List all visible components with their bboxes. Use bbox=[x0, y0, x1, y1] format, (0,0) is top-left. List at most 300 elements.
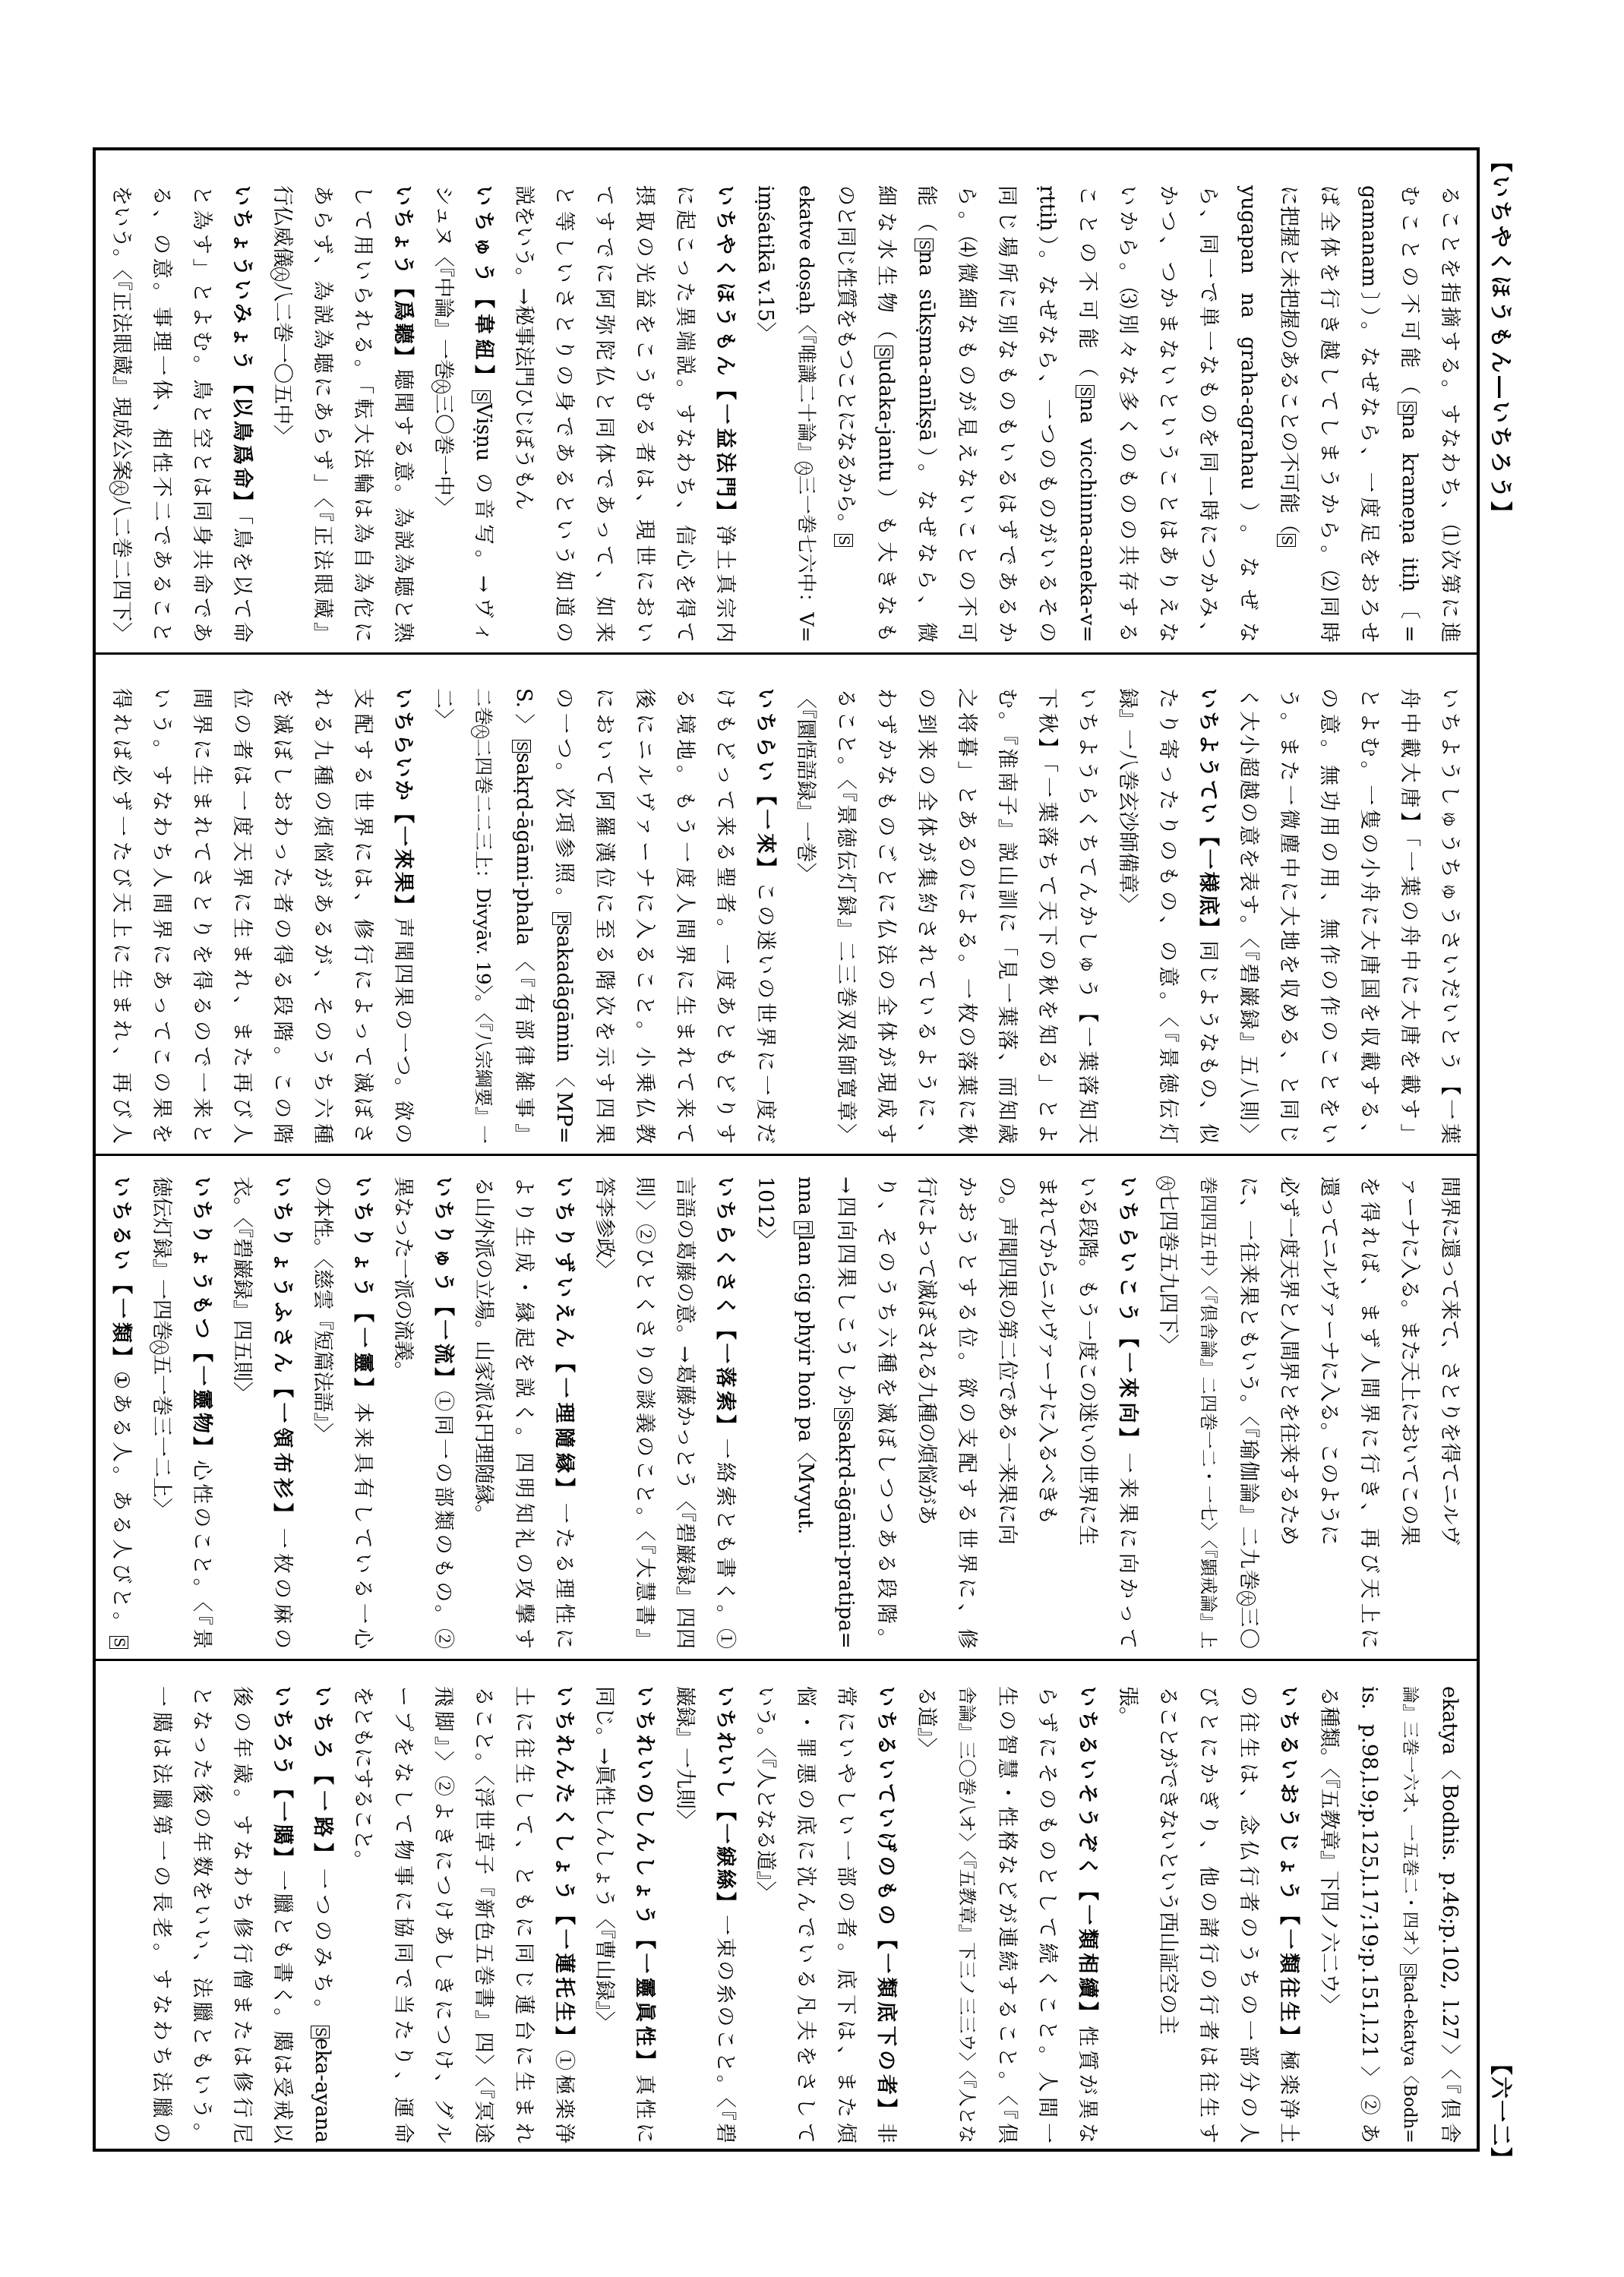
text-line bbox=[584, 1686, 624, 2143]
line-body: 摂取の光益をこうむる者は、現世におい bbox=[633, 185, 656, 643]
text-line bbox=[302, 1686, 343, 2143]
text-line bbox=[1269, 1686, 1309, 2143]
text-line bbox=[785, 1686, 826, 2143]
line-body: いから。⑶別々な多くのものの共存する bbox=[1116, 185, 1139, 643]
text-line bbox=[906, 1176, 946, 1649]
text-line bbox=[463, 1176, 504, 1649]
headword: いちろ【一路】 bbox=[311, 1686, 334, 1869]
text-line bbox=[504, 688, 544, 1144]
language-mark: S bbox=[916, 239, 933, 250]
text-line bbox=[182, 1686, 222, 2143]
line-body: ①極楽浄 bbox=[552, 2050, 576, 2144]
line-body: 張。 bbox=[1116, 1686, 1139, 1727]
text-line bbox=[624, 185, 665, 643]
line-body: びとにかぎり、他の諸行の行者は往生す bbox=[1196, 1686, 1220, 2143]
line-body: ら。⑷微細なものが見えないことの不可 bbox=[955, 185, 978, 643]
text-line bbox=[745, 1686, 785, 2143]
line-body: して用いられる。「転大法輪は為自為佗に bbox=[351, 185, 374, 643]
line-body: を得れば、まず人間界に行き、再び天上に bbox=[1357, 1176, 1381, 1649]
text-line bbox=[463, 185, 504, 643]
text-line bbox=[182, 1176, 222, 1649]
line-body: 飛脚』〉②よきにつけあしきにつけ、グル bbox=[431, 1686, 455, 2143]
line-body: の到来の全体が集約されているように、 bbox=[915, 688, 938, 1144]
line-body: 聴聞する意。為説為聴と熟 bbox=[391, 369, 415, 643]
text-line bbox=[544, 1176, 584, 1649]
text-line bbox=[987, 688, 1027, 1144]
text-line bbox=[705, 185, 745, 643]
text-line bbox=[463, 1686, 504, 2143]
line-body: ①同一の部類のもの。② bbox=[431, 1391, 455, 1650]
line-body: いう。〈『人となる道』〉 bbox=[754, 1686, 777, 1902]
line-body: 徳伝灯録』一四巻大五一巻三一二上〉 bbox=[150, 1176, 173, 1519]
text-line bbox=[1107, 185, 1148, 643]
line-body: ープをなして物事に協同で当たり、運命 bbox=[391, 1686, 415, 2143]
text-line bbox=[1148, 1176, 1188, 1649]
text-line bbox=[343, 1686, 383, 2143]
text-line bbox=[1148, 1686, 1188, 2143]
headword: いちょう【爲聽】 bbox=[391, 185, 415, 370]
text-line bbox=[1027, 688, 1067, 1144]
line-body: 浄土真宗内 bbox=[713, 525, 737, 643]
language-mark: P bbox=[554, 914, 570, 924]
text-line bbox=[423, 1686, 463, 2143]
text-line bbox=[222, 688, 262, 1144]
text-line bbox=[785, 688, 826, 1144]
line-body: 一臘とも書く。臈は受戒以 bbox=[270, 1870, 294, 2144]
line-body: 同じ。→眞性しんしょう〈『曹山録』〉 bbox=[592, 1686, 616, 2032]
line-body: く大小超越の意を表す。〈『碧巌録』五八則〉 bbox=[1237, 688, 1260, 1144]
text-line bbox=[222, 1686, 262, 2143]
line-body: 舟中載大唐】「一葉の舟中に大唐を載す」 bbox=[1398, 688, 1421, 1144]
headword: いちるい【一類】 bbox=[109, 1176, 133, 1371]
text-line bbox=[866, 1176, 906, 1649]
line-body: ること。〈浮世草子『新色五巻書』四〉〈『冥途 bbox=[472, 1686, 495, 2143]
text-line bbox=[1228, 1686, 1269, 2143]
text-line bbox=[423, 185, 463, 643]
line-body: かおうとする位。欲の支配する世界に、修 bbox=[955, 1176, 978, 1649]
line-body: ば全体を行き越してしまうから。⑵同時 bbox=[1317, 185, 1341, 643]
headword: いちりょうもつ【一靈物】 bbox=[190, 1176, 213, 1461]
line-body: いる段階。もう一度この迷いの世界に生 bbox=[1076, 1176, 1099, 1546]
text-line bbox=[665, 1686, 705, 2143]
line-body: この迷いの世界に一度だ bbox=[754, 881, 777, 1145]
text-line bbox=[826, 1176, 866, 1649]
line-body: ら、同一で単一なものを同一時につかみ、 bbox=[1196, 185, 1220, 643]
text-line bbox=[665, 185, 705, 643]
text-column-1 bbox=[100, 185, 1470, 643]
line-body: iṃśatikā v.15〉 bbox=[754, 185, 777, 343]
text-line bbox=[745, 1176, 785, 1649]
text-line bbox=[1107, 688, 1148, 1144]
line-body: う。また一微塵中に大地を収める、と同じ bbox=[1277, 688, 1300, 1144]
line-body: →四向四果しこうしかSsakṛd-āgāmi-pratipa= bbox=[834, 1176, 858, 1649]
text-line bbox=[665, 688, 705, 1144]
line-body: 心性のこと。〈『景 bbox=[190, 1460, 213, 1650]
line-body: り、そのうち六種を滅ぼしつつある段階。 bbox=[874, 1176, 898, 1649]
line-body: 論』三巻一六オ、一五巻二・四オ〉Stad-ekatya〈Bodh= bbox=[1400, 1686, 1420, 2143]
language-mark: S bbox=[513, 741, 530, 751]
text-line bbox=[302, 185, 343, 643]
line-body: 一束の糸のこと。〈『碧 bbox=[713, 1915, 737, 2143]
line-body: yugapan na graha-agrahau）。なぜな bbox=[1237, 185, 1260, 643]
text-line bbox=[302, 1176, 343, 1649]
language-mark: S bbox=[473, 391, 490, 402]
line-body: is. p.98,l.9;p.125,l.17;19;p.151,l.21〉②あ bbox=[1357, 1686, 1381, 2143]
text-line bbox=[141, 1686, 182, 2143]
text-line bbox=[1389, 185, 1430, 643]
text-line bbox=[1389, 1686, 1430, 2143]
text-line bbox=[1349, 185, 1389, 643]
text-line bbox=[1349, 688, 1389, 1144]
line-body: 説をいう。→秘事法門ひじぼうもん bbox=[512, 185, 536, 510]
line-body: 真性に bbox=[633, 2074, 656, 2144]
text-line bbox=[1309, 1686, 1349, 2143]
text-line bbox=[785, 185, 826, 643]
text-line bbox=[222, 185, 262, 643]
text-line bbox=[946, 1176, 987, 1649]
text-line bbox=[866, 1686, 906, 2143]
text-line bbox=[383, 185, 423, 643]
line-body: 則〉②ひとくさりの談義のこと。〈『大慧書』 bbox=[633, 1176, 656, 1649]
text-line bbox=[101, 1176, 141, 1649]
text-line bbox=[1430, 1686, 1470, 2143]
line-body: る境地。もう一度人間界に生まれて来て bbox=[673, 688, 697, 1144]
text-line bbox=[946, 1686, 987, 2143]
line-body: SViṣṇu の音写。→ヴィ bbox=[472, 391, 495, 643]
line-body: 間界に還って来て、さとりを得てニルヴ bbox=[1438, 1176, 1461, 1546]
line-body: 一たる理性に bbox=[552, 1502, 576, 1650]
text-line bbox=[504, 185, 544, 643]
line-body: において阿羅漢位に至る階次を示す四果 bbox=[592, 688, 616, 1144]
line-body: 一来果に向かって bbox=[1116, 1452, 1139, 1650]
line-body: とよむ。一隻の小舟に大唐国を収載する、 bbox=[1357, 688, 1381, 1144]
text-line bbox=[705, 1686, 745, 2143]
text-line bbox=[1430, 1176, 1470, 1649]
text-line bbox=[1107, 1176, 1148, 1649]
language-mark: S bbox=[312, 2026, 329, 2037]
line-body: 異なった一派の流義。 bbox=[391, 1176, 415, 1382]
line-body: の意。無功用の用、無作の作のことをい bbox=[1317, 688, 1341, 1144]
headword: いちゅう【韋紐】 bbox=[472, 185, 495, 390]
line-body: 常にいやしい一部の者。底下は、また煩 bbox=[834, 1686, 858, 2143]
line-body: 衣。〈『碧巌録』四五則〉 bbox=[230, 1176, 254, 1402]
headword: いちらいか【一來果】 bbox=[391, 688, 415, 918]
text-line bbox=[423, 1176, 463, 1649]
text-line bbox=[262, 688, 302, 1144]
line-body: てすでに阿弥陀仏と同体であって、如来 bbox=[592, 185, 616, 643]
line-body: に把握と未把握のあることの不可能（S bbox=[1277, 185, 1300, 545]
line-body: かつ、つかまないということはありえな bbox=[1156, 185, 1180, 643]
line-body: まれてからニルヴァーナに入るべきも bbox=[1035, 1176, 1059, 1525]
text-line bbox=[1148, 185, 1188, 643]
headword: いちりょうふさん【一領布衫】 bbox=[270, 1176, 294, 1528]
line-body: 〈『圜悟語録』一巻〉 bbox=[794, 688, 817, 883]
line-body: いう。すなわち人間界にあってこの果を bbox=[150, 688, 173, 1144]
line-body: 巌録』一九則〉 bbox=[673, 1686, 697, 1830]
headword: いちょういみょう【以鳥爲命】 bbox=[230, 185, 254, 515]
line-body: の一つ。次項参照。Psakadāgāmin〈MP= bbox=[552, 688, 576, 1144]
text-line bbox=[1188, 688, 1228, 1144]
text-line bbox=[584, 1176, 624, 1649]
page-number: 【六一二】 bbox=[1488, 2053, 1514, 2171]
headword: いちれいのしんしょう【一靈眞性】 bbox=[633, 1686, 656, 2075]
text-column-2 bbox=[100, 688, 1470, 1144]
line-body: 還ってニルヴァーナに入る。このように bbox=[1317, 1176, 1341, 1546]
line-body: ①ある人。ある人びと。S bbox=[109, 1370, 133, 1647]
running-head: 【いちやくほうもん―いちろう】 bbox=[1488, 150, 1514, 527]
line-body: 悩・罪悪の底に沈んでいる凡夫をさして bbox=[794, 1686, 817, 2143]
text-line bbox=[1027, 1686, 1067, 2143]
line-body: たり寄ったりのもの、の意。〈『景徳伝灯 bbox=[1156, 688, 1180, 1144]
line-body: 録』一八巻玄沙師備章〉 bbox=[1116, 688, 1139, 914]
text-line bbox=[584, 185, 624, 643]
line-body: S.〉Ssakṛd-āgāmi-phala〈『有部律雑事』 bbox=[512, 688, 536, 1144]
line-body: シュヌ〈『中論』一巻大三〇巻一中〉 bbox=[431, 185, 455, 517]
line-body: をともにすること。 bbox=[351, 1686, 374, 1871]
text-line bbox=[906, 1686, 946, 2143]
line-body: と為す」とよむ。鳥と空とは同身共命であ bbox=[190, 185, 213, 643]
headword: いちらくさく【一落索】 bbox=[713, 1176, 737, 1439]
language-mark: S bbox=[1401, 1965, 1416, 1974]
text-line bbox=[624, 688, 665, 1144]
text-line bbox=[504, 1686, 544, 2143]
text-line bbox=[343, 185, 383, 643]
line-body: ること。〈『景徳伝灯録』二三巻双泉師寛章〉 bbox=[834, 688, 858, 1144]
text-line bbox=[1269, 185, 1309, 643]
headword: いちるいそうぞく【一類相續】 bbox=[1076, 1686, 1099, 2026]
text-line bbox=[141, 1176, 182, 1649]
text-line bbox=[1349, 1686, 1389, 2143]
text-line bbox=[141, 185, 182, 643]
text-line bbox=[665, 1176, 705, 1649]
text-line bbox=[1309, 1176, 1349, 1649]
line-body: 細な水生物（Sudaka-jantu）も大きなも bbox=[874, 185, 898, 643]
line-body: 生の智慧・性格などが連続すること。〈『倶 bbox=[995, 1686, 1019, 2143]
text-line bbox=[262, 1176, 302, 1649]
line-body: より生成・縁起を説く。四明知礼の攻撃す bbox=[512, 1176, 536, 1649]
text-line bbox=[343, 1176, 383, 1649]
taisho-mark: 大 bbox=[1237, 1591, 1256, 1605]
line-body: 1012〉 bbox=[754, 1176, 777, 1249]
taisho-mark: 大 bbox=[795, 462, 813, 475]
text-line bbox=[866, 185, 906, 643]
text-line bbox=[343, 688, 383, 1144]
taisho-mark: 大 bbox=[431, 380, 450, 393]
line-body: の。声聞四果の第二位である一来果に向 bbox=[995, 1176, 1019, 1545]
text-line bbox=[624, 1686, 665, 2143]
line-body: る山外派の立場。山家派は円理随縁。 bbox=[472, 1176, 495, 1525]
text-line bbox=[383, 1176, 423, 1649]
text-line bbox=[1188, 185, 1228, 643]
text-line bbox=[423, 688, 463, 1144]
text-line bbox=[624, 1176, 665, 1649]
line-body: をいう。〈『正法眼蔵』現成公案大八二巻二四下〉 bbox=[109, 185, 133, 643]
language-mark: S bbox=[111, 1637, 128, 1647]
column-divider bbox=[94, 1659, 1480, 1661]
text-line bbox=[544, 688, 584, 1144]
line-body: に起こった異端説。すなわち、信心を得て bbox=[673, 185, 697, 643]
line-body: 「鳥を以て命 bbox=[230, 514, 254, 643]
text-line bbox=[987, 185, 1027, 643]
taisho-mark: 大 bbox=[270, 267, 289, 281]
text-line bbox=[826, 688, 866, 1144]
text-line bbox=[262, 1686, 302, 2143]
text-line bbox=[302, 688, 343, 1144]
line-body: 大七四巻五九四下〉 bbox=[1156, 1177, 1180, 1355]
text-line bbox=[504, 1176, 544, 1649]
line-body: る道』〉 bbox=[915, 1686, 938, 1758]
headword: いちらい【一來】 bbox=[754, 688, 777, 882]
line-body: 一枚の麻の bbox=[270, 1527, 294, 1650]
text-line bbox=[987, 1686, 1027, 2143]
line-body: 二巻大二四巻二二三上：Divyāv. 19〉。〈『八宗綱要』一 bbox=[472, 688, 494, 1145]
line-body: ることを指摘する。すなわち、⑴次第に進 bbox=[1438, 185, 1461, 643]
taisho-mark: 大 bbox=[109, 481, 128, 494]
language-mark: S bbox=[876, 347, 893, 358]
line-body: わずかなものごとに仏法の全体が現成す bbox=[874, 688, 898, 1144]
line-body: 同じ場所に別なものもいるはずであるか bbox=[995, 185, 1019, 643]
line-body: 答李参政〉 bbox=[592, 1176, 616, 1279]
line-body: に、一往来果ともいう。〈『瑜伽論』二九巻大三〇 bbox=[1237, 1176, 1260, 1650]
line-body: 間界に生まれてさとりを得るので一来と bbox=[190, 688, 213, 1144]
language-mark: S bbox=[1278, 535, 1295, 545]
text-column-4 bbox=[100, 1686, 1470, 2143]
taisho-mark: 大 bbox=[471, 725, 489, 738]
line-body: ekatya〈Bodhis. p.46;p.102, l.27〉〈『倶舎 bbox=[1438, 1686, 1461, 2143]
line-body: 能（Sna sūkṣma-anīkṣā）。なぜなら、微 bbox=[915, 185, 938, 643]
text-line bbox=[705, 1176, 745, 1649]
headword: いちりずいえん【一理隨縁】 bbox=[552, 1176, 576, 1503]
text-line bbox=[1389, 1176, 1430, 1649]
headword: いちようてい【一様底】 bbox=[1196, 688, 1220, 941]
text-line bbox=[1349, 1176, 1389, 1649]
text-line bbox=[1027, 185, 1067, 643]
line-body: 声聞四果の一つ。欲の bbox=[391, 917, 415, 1145]
text-line bbox=[705, 688, 745, 1144]
line-body: 巻四四五中〉〈『倶舎論』二四巻一二・一七〉〈『顕戒論』上 bbox=[1198, 1176, 1219, 1649]
text-line bbox=[1228, 185, 1269, 643]
headword: いちれんたくしょう【一蓮托生】 bbox=[552, 1686, 576, 2051]
text-line bbox=[544, 1686, 584, 2143]
text-line bbox=[1107, 1686, 1148, 2143]
line-body: 舎論』三〇巻八オ〉〈『五教章』下三ノ三三ウ〉〈『人とな bbox=[956, 1686, 978, 2143]
text-line bbox=[745, 185, 785, 643]
line-body: 後にニルヴァーナに入ること。小乗仏教 bbox=[633, 688, 656, 1144]
language-mark: S bbox=[1399, 403, 1416, 413]
text-line bbox=[1067, 688, 1107, 1144]
text-line bbox=[946, 185, 987, 643]
headword: いちろう【一臈】 bbox=[270, 1686, 294, 1871]
line-body: る、の意。事理一体、相性不二であること bbox=[150, 185, 173, 643]
text-line bbox=[1067, 1176, 1107, 1649]
line-body: ることができないという西山証空の主 bbox=[1156, 1686, 1180, 2035]
line-body: 後の年歳。すなわち修行僧または修行尼 bbox=[230, 1686, 254, 2143]
text-line bbox=[1430, 185, 1470, 643]
text-line bbox=[1430, 688, 1470, 1144]
line-body: ァーナに入る。また天上においてこの果 bbox=[1398, 1176, 1421, 1546]
text-line bbox=[826, 1686, 866, 2143]
line-body: 極楽浄土 bbox=[1277, 2050, 1300, 2144]
line-body: 行仏威儀大八二巻一〇五中〉 bbox=[270, 185, 294, 446]
headword: いちるいおうじょう【一類往生】 bbox=[1277, 1686, 1300, 2051]
text-line bbox=[544, 185, 584, 643]
line-body: 土に往生して、ともに同じ蓮台に生まれ bbox=[512, 1686, 536, 2143]
line-body: 位の者は一度天界に生まれ、また再び人 bbox=[230, 688, 254, 1144]
line-body: nna Tlan cig phyir hoṅ pa〈Mvyut. bbox=[794, 1176, 817, 1535]
text-line bbox=[463, 688, 504, 1144]
line-body: の本性。〈慈雲『短篇法語』〉 bbox=[311, 1176, 334, 1443]
column-divider bbox=[94, 1154, 1480, 1156]
line-body: 性質が異な bbox=[1076, 2026, 1099, 2144]
text-line bbox=[826, 185, 866, 643]
text-line bbox=[1309, 688, 1349, 1144]
text-line bbox=[101, 185, 141, 643]
line-body: れる九種の煩悩があるが、そのうち六種 bbox=[311, 688, 334, 1144]
language-mark: S bbox=[836, 535, 852, 545]
text-line bbox=[101, 688, 141, 1144]
text-line bbox=[745, 688, 785, 1144]
line-body: のと同じ性質をもつことになるから。S bbox=[834, 185, 858, 545]
text-line bbox=[1188, 1686, 1228, 2143]
taisho-mark: 大 bbox=[150, 1341, 169, 1354]
language-mark: S bbox=[1077, 387, 1094, 397]
line-body: 下秋】「一葉落ちて天下の秋を知る」とよ bbox=[1035, 688, 1059, 1144]
line-body: 一臈は法臘第一の長老。すなわち法臘の bbox=[150, 1686, 173, 2143]
text-line bbox=[1228, 1176, 1269, 1649]
line-body: 之将暮」とあるのによる。一枚の落葉に秋 bbox=[955, 688, 978, 1144]
text-line bbox=[262, 185, 302, 643]
language-mark: S bbox=[836, 1409, 852, 1420]
headword: いちらいこう【一來向】 bbox=[1116, 1176, 1139, 1453]
headword: いちれいし【一綟絲】 bbox=[713, 1686, 737, 1915]
text-line bbox=[383, 688, 423, 1144]
line-body: ṛttiḥ）。なぜなら、一つのものがいるその bbox=[1035, 185, 1059, 643]
text-line bbox=[182, 185, 222, 643]
text-line bbox=[785, 1176, 826, 1649]
line-body: 本来具有している一心 bbox=[351, 1402, 374, 1649]
line-body: の往生は、念仏行者のうちの一部分の人 bbox=[1237, 1686, 1260, 2143]
line-body: 非 bbox=[874, 2123, 898, 2143]
text-line bbox=[1228, 688, 1269, 1144]
line-body: けもどって来る聖者。一度あともどりす bbox=[713, 688, 737, 1144]
line-body: いちようしゅうちゅうさいだいとう【一葉 bbox=[1438, 688, 1461, 1144]
text-line bbox=[383, 1686, 423, 2143]
line-body: と等しいさとりの身であるという如道の bbox=[552, 185, 576, 643]
text-line bbox=[1269, 1176, 1309, 1649]
text-line bbox=[906, 185, 946, 643]
text-line bbox=[1269, 688, 1309, 1144]
line-body: となった後の年数をいい、法臘ともいう。 bbox=[190, 1686, 213, 2143]
line-body: む。『淮南子』説山訓に「見一葉落、而知歳 bbox=[995, 688, 1019, 1144]
line-body: 必ず一度天界と人間界とを往来するため bbox=[1277, 1176, 1300, 1546]
headword: いちりゅう【一流】 bbox=[431, 1176, 455, 1391]
taisho-mark: 大 bbox=[1156, 1176, 1175, 1190]
text-line bbox=[946, 688, 987, 1144]
language-mark: T bbox=[795, 1223, 812, 1233]
headword: いちやくほうもん【一益法門】 bbox=[713, 185, 737, 526]
text-column-3 bbox=[100, 1176, 1470, 1649]
line-body: 支配する世界には、修行によって滅ぼさ bbox=[351, 688, 374, 1144]
text-line bbox=[584, 688, 624, 1144]
line-body: 同じようなもの、似 bbox=[1196, 940, 1220, 1145]
line-body: 一つのみち。Seka-ayana bbox=[311, 1868, 334, 2144]
line-body: いちようらくちてんかしゅう【一葉落知天 bbox=[1076, 688, 1099, 1144]
headword: いちるいていげのもの【一類底下の者】 bbox=[874, 1686, 898, 2123]
text-line bbox=[987, 1176, 1027, 1649]
text-line bbox=[1188, 1176, 1228, 1649]
headword: いちりょう【一靈】 bbox=[351, 1176, 374, 1403]
text-line bbox=[182, 688, 222, 1144]
